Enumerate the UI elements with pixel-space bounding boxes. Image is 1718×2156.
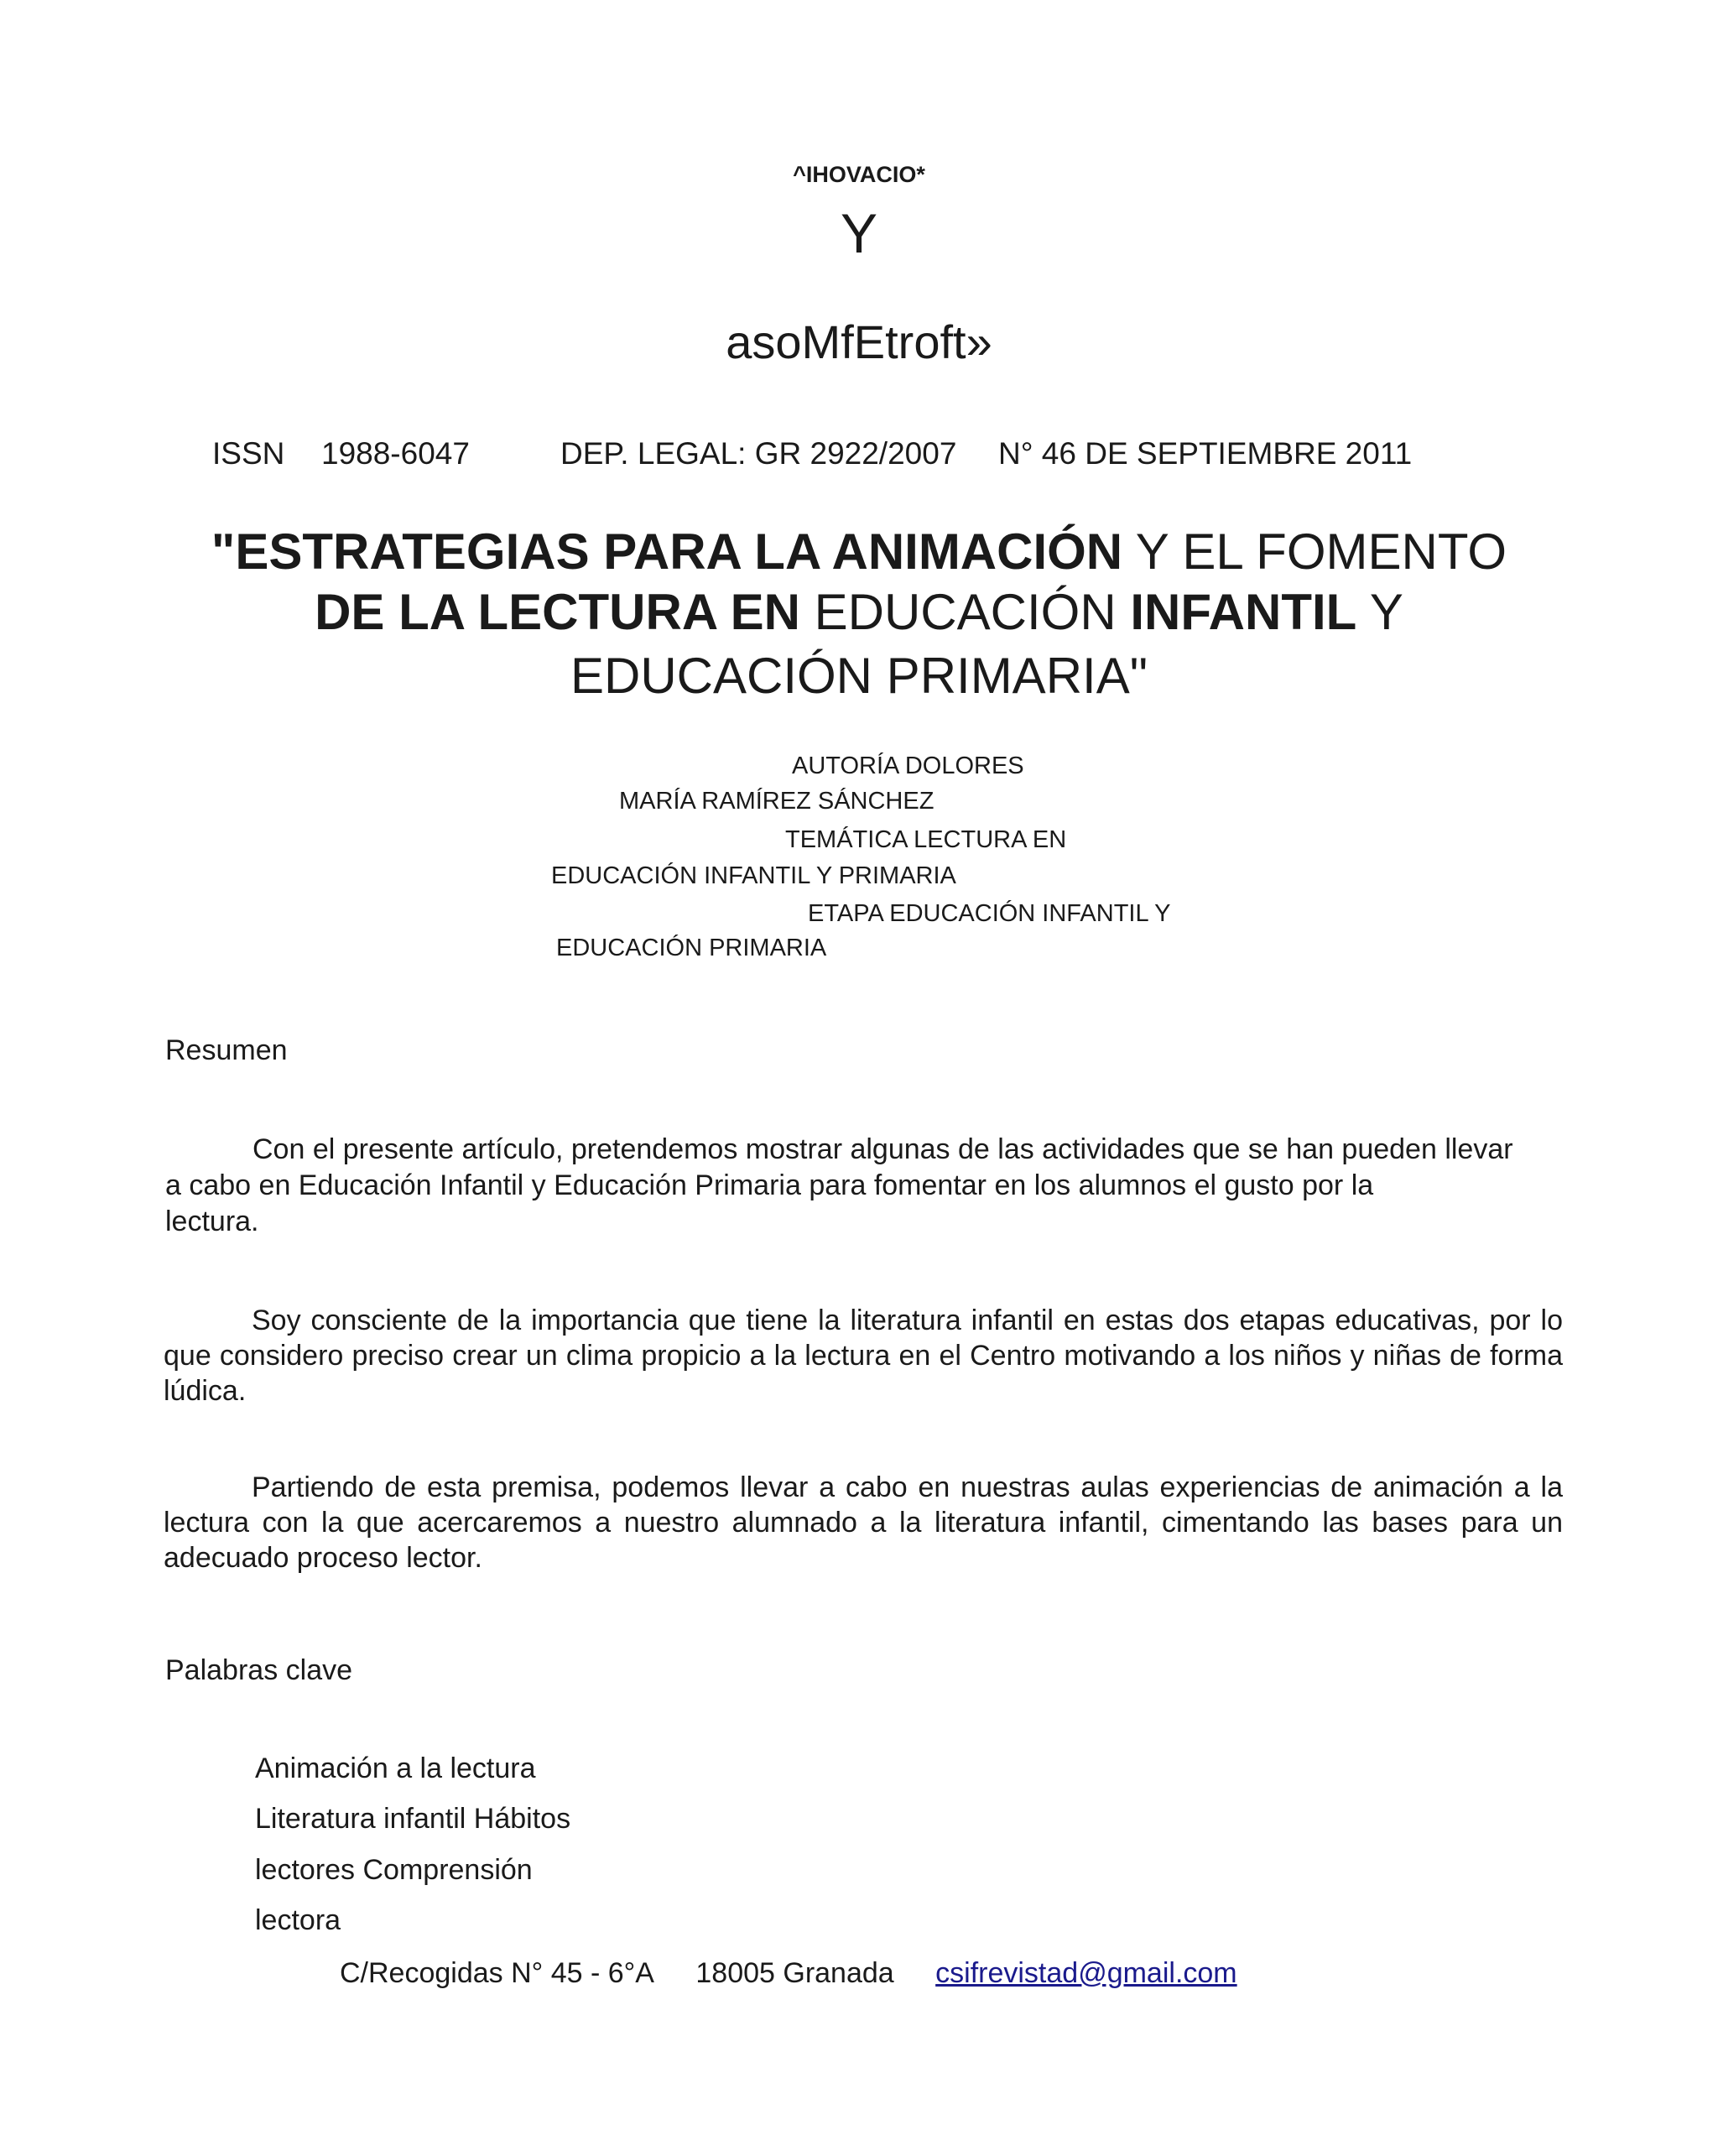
title-line-2-bold-a: DE LA LECTURA EN: [315, 584, 800, 640]
dep-legal: DEP. LEGAL: GR 2922/2007: [560, 436, 957, 471]
footer-email-link[interactable]: csifrevistad@gmail.com: [935, 1957, 1237, 1989]
resumen-paragraph-2: [164, 1303, 1563, 1409]
resumen-heading: Resumen: [165, 1034, 288, 1066]
keyword-line-3: lectores Comprensión: [255, 1854, 533, 1886]
masthead-small-text: ^IHOVACIO*: [793, 162, 925, 187]
keyword-line-4: lectora: [255, 1904, 341, 1936]
meta-author-name: MARÍA RAMÍREZ SÁNCHEZ: [619, 788, 934, 815]
resumen-p1-line1: Con el presente artículo, pretendemos mostrar algunas de las actividades que se han pueden llevar: [252, 1133, 1513, 1165]
keyword-line-2: Literatura infantil Hábitos: [255, 1803, 571, 1835]
meta-tematica: TEMÁTICA LECTURA EN: [785, 826, 1067, 853]
issn-label: ISSN: [212, 436, 285, 471]
masthead-letter: Y: [840, 202, 878, 264]
title-line-1: [0, 520, 1718, 584]
meta-authoria: AUTORÍA DOLORES: [792, 753, 1024, 779]
keyword-line-1: Animación a la lectura: [255, 1752, 536, 1784]
title-line-2-normal-b: Y: [1356, 584, 1403, 640]
title-line-1-bold: "ESTRATEGIAS PARA LA ANIMACIÓN: [211, 523, 1123, 580]
title-line-1-normal: Y EL FOMENTO: [1122, 523, 1507, 580]
title-line-2: [0, 581, 1718, 644]
title-line-2-bold-b: INFANTIL: [1130, 584, 1357, 640]
title-line-2-normal-a: EDUCACIÓN: [799, 584, 1131, 640]
meta-tematica-value: EDUCACIÓN INFANTIL Y PRIMARIA: [551, 862, 956, 889]
resumen-p3-text: Partiendo de esta premisa, podemos llevar a cabo en nuestras aulas experiencias de animación a la lectura con la que acercaremos a nuestro alumnado a la literatura infantil, cimentando las bases para un adecuado proceso lector.: [164, 1471, 1563, 1574]
resumen-p1-line2: a cabo en Educación Infantil y Educación Primaria para fomentar en los alumnos el gusto por la: [165, 1169, 1374, 1201]
title-line-3: EDUCACIÓN PRIMARIA": [570, 648, 1148, 704]
masthead-word: asoMfEtroft»: [726, 315, 992, 368]
footer-address: C/Recogidas N° 45 - 6°A: [340, 1957, 654, 1989]
footer-city: 18005 Granada: [695, 1957, 894, 1989]
issue-number: N° 46 DE SEPTIEMBRE 2011: [998, 436, 1413, 471]
resumen-p2-text: Soy consciente de la importancia que tiene la literatura infantil en estas dos etapas educativas, por lo que considero preciso crear un clima propicio a la lectura en el Centro motivando a los niños y niñas de forma lúdica.: [164, 1305, 1563, 1407]
meta-etapa: ETAPA EDUCACIÓN INFANTIL Y: [808, 900, 1171, 927]
resumen-paragraph-3: [164, 1470, 1563, 1575]
footer: [340, 1957, 1237, 1990]
issn-number: 1988-6047: [321, 436, 470, 471]
meta-etapa-value: EDUCACIÓN PRIMARIA: [556, 935, 827, 961]
resumen-p1-line3: lectura.: [165, 1206, 259, 1237]
keywords-heading: Palabras clave: [165, 1654, 353, 1686]
